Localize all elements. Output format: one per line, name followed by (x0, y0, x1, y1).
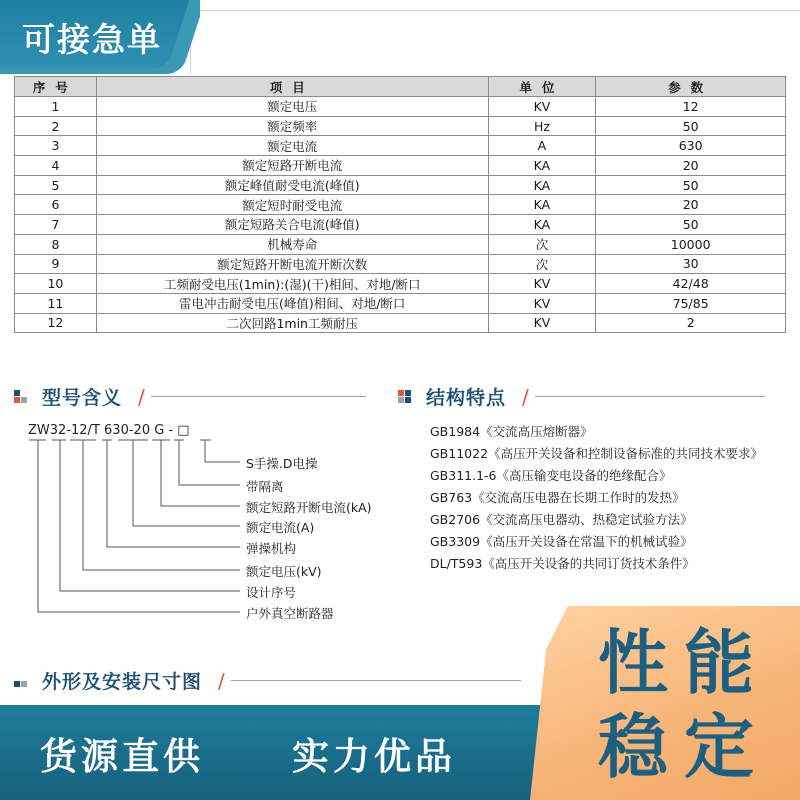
cell-index: 12 (15, 313, 97, 333)
model-legend-item: 额定短路开断电流(kA) (246, 500, 372, 515)
slash-icon: / (218, 668, 225, 693)
cell-unit: KV (488, 293, 596, 313)
cell-item: 额定电压 (96, 97, 488, 117)
cell-value: 50 (596, 116, 786, 136)
section-square-icon (14, 674, 28, 688)
cell-value: 30 (596, 254, 786, 274)
cell-unit: KA (488, 175, 596, 195)
slogan-quality-product: 实力优品 (292, 735, 456, 778)
column-header-value: 参数 (596, 77, 786, 97)
model-legend-item: 设计序号 (246, 585, 297, 600)
dimension-section-heading (14, 667, 521, 694)
model-legend-item: 额定电压(kV) (246, 564, 322, 579)
cell-unit: KV (488, 97, 596, 117)
cell-index: 10 (15, 274, 97, 294)
standard-list-item: GB11022《高压开关设备和控制设备标准的共同技术要求》 (430, 446, 764, 461)
cell-index: 3 (15, 136, 97, 156)
cell-index: 9 (15, 254, 97, 274)
cell-index: 11 (15, 293, 97, 313)
model-legend-item: S手操.D电操 (246, 456, 318, 471)
column-header-index: 序号 (15, 77, 97, 97)
code-part-breaking: -20 (128, 423, 151, 438)
cell-unit: A (488, 136, 596, 156)
slash-icon: / (138, 384, 145, 409)
cell-item: 雷电冲击耐受电压(峰值)相间、对地/断口 (96, 293, 488, 313)
cell-index: 2 (15, 116, 97, 136)
cell-value: 2 (596, 313, 786, 333)
structure-section-title: 结构特点 (426, 387, 507, 409)
cell-value: 12 (596, 97, 786, 117)
model-section-title: 型号含义 (42, 387, 123, 409)
cell-unit: KA (488, 195, 596, 215)
standard-list-item: GB311.1-6《高压输变电设备的绝缘配合》 (430, 468, 672, 483)
cell-unit: 次 (488, 254, 596, 274)
model-legend-item: 额定电流(A) (246, 520, 315, 535)
cell-item: 额定电流 (96, 136, 488, 156)
cell-unit: 次 (488, 234, 596, 254)
cell-item: 额定短路关合电流(峰值) (96, 215, 488, 235)
cell-value: 50 (596, 215, 786, 235)
column-header-item: 项目 (96, 77, 488, 97)
code-part-current: 630 (104, 423, 129, 438)
standard-list-item: GB763《交流高压电器在长期工作时的发热》 (430, 490, 685, 505)
cell-value: 42/48 (596, 274, 786, 294)
standard-list-item: DL/T593《高压开关设备的共同订货技术条件》 (430, 556, 695, 571)
code-part-voltage: -12/ (66, 423, 92, 438)
urgent-order-label: 可接急单 (22, 20, 162, 59)
cell-item: 机械寿命 (96, 234, 488, 254)
cell-unit: Hz (488, 116, 596, 136)
model-legend-item: 户外真空断路器 (246, 606, 334, 621)
cell-item: 工频耐受电压(1min):(湿)(干)相间、对地/断口 (96, 274, 488, 294)
cell-value: 75/85 (596, 293, 786, 313)
cell-value: 20 (596, 156, 786, 176)
code-part-series: ZW (28, 423, 50, 438)
code-part-operation: □ (177, 423, 190, 438)
slash-icon: / (522, 384, 529, 409)
column-header-unit: 单位 (488, 77, 596, 97)
cell-index: 1 (15, 97, 97, 117)
cell-value: 20 (596, 195, 786, 215)
section-square-icon (398, 390, 412, 404)
cell-unit: KV (488, 313, 596, 333)
standard-list-item: GB2706《交流高压电器动、热稳定试验方法》 (430, 512, 693, 527)
cell-index: 7 (15, 215, 97, 235)
cell-value: 630 (596, 136, 786, 156)
code-part-mechanism: T (91, 423, 100, 438)
cell-item: 额定短时耐受电流 (96, 195, 488, 215)
cell-unit: KV (488, 274, 596, 294)
slogan-direct-supply: 货源直供 (40, 735, 204, 778)
badge-line-performance: 性能 (598, 622, 770, 704)
cell-value: 10000 (596, 234, 786, 254)
cell-index: 6 (15, 195, 97, 215)
cell-index: 4 (15, 156, 97, 176)
standard-list-item: GB3309《高压开关设备在常温下的机械试验》 (430, 534, 693, 549)
standard-list-item: GB1984《交流高压熔断器》 (430, 424, 593, 439)
cell-item: 额定峰值耐受电流(峰值) (96, 175, 488, 195)
cell-item: 额定频率 (96, 116, 488, 136)
cell-index: 8 (15, 234, 97, 254)
cell-item: 二次回路1min工频耐压 (96, 313, 488, 333)
model-legend-item: 带隔离 (246, 479, 284, 494)
cell-unit: KA (488, 215, 596, 235)
dimension-section-title: 外形及安装尺寸图 (42, 671, 203, 693)
structure-section-heading (398, 383, 765, 410)
code-part-design: 32 (49, 423, 67, 438)
cell-item: 额定短路开断电流 (96, 156, 488, 176)
code-part-dash: - (168, 423, 174, 438)
cell-index: 5 (15, 175, 97, 195)
badge-line-stable: 稳定 (598, 706, 770, 788)
cell-value: 50 (596, 175, 786, 195)
model-legend-item: 弹操机构 (246, 541, 297, 556)
code-part-isolation: G (154, 423, 165, 438)
cell-item: 额定短路开断电流开断次数 (96, 254, 488, 274)
cell-unit: KA (488, 156, 596, 176)
